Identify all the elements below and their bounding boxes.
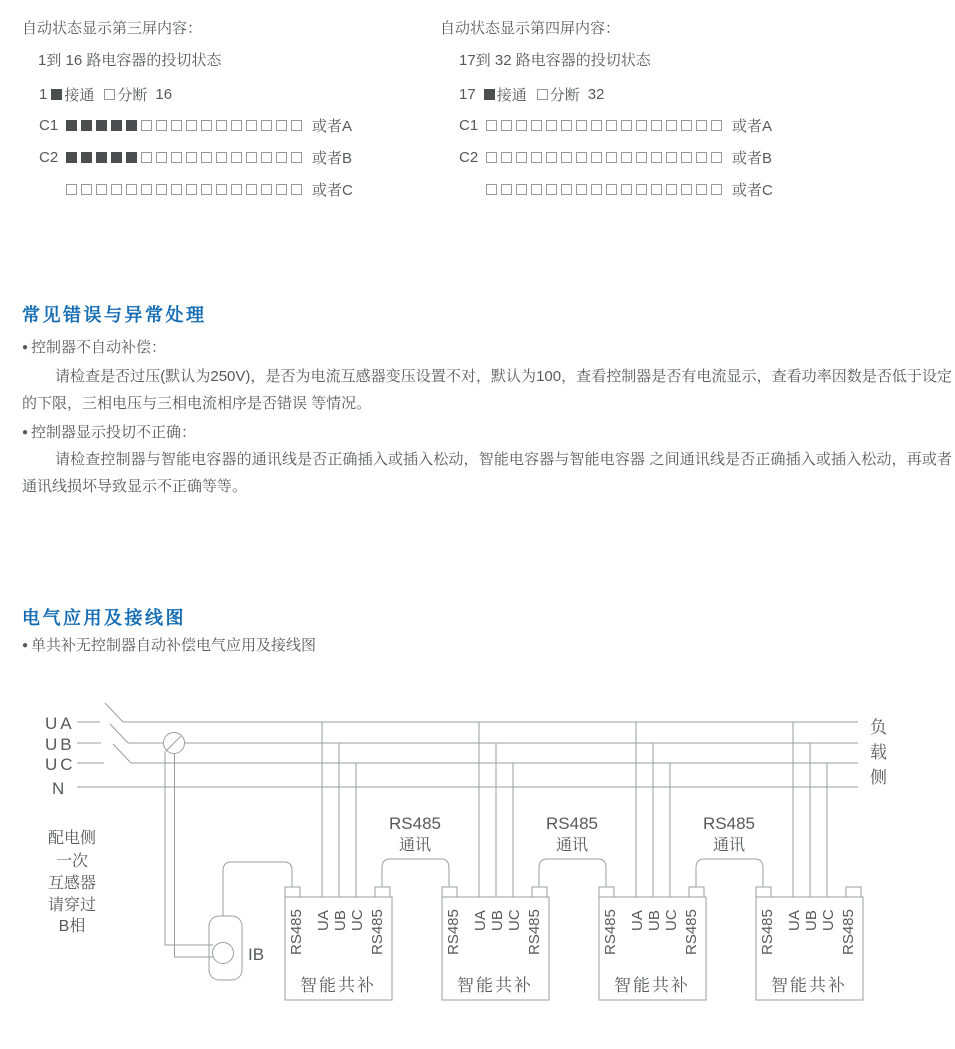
capacitor-off-square [141, 152, 152, 163]
terminal-rs485-left: RS485 [445, 909, 462, 955]
capacitor-off-square [651, 184, 662, 195]
capacitor-off-square [156, 120, 167, 131]
capacitor-off-square [606, 152, 617, 163]
rs485-left-tab [285, 887, 300, 897]
capacitor-off-square [621, 184, 632, 195]
capacitor-off-square [231, 120, 242, 131]
capacitor-off-square [156, 152, 167, 163]
capacitor-squares [66, 184, 302, 195]
capacitor-on-square [66, 152, 77, 163]
capacitor-on-square [96, 152, 107, 163]
capacitor-on-square [126, 152, 137, 163]
load-side-char-2: 载 [870, 743, 887, 762]
row-alt-label: 或者B [732, 150, 773, 167]
capacitor-off-square [156, 184, 167, 195]
rs485-links [382, 859, 763, 887]
phase-label-uc: UC [45, 755, 76, 774]
capacitor-off-square [486, 184, 497, 195]
error-item-1-title [22, 339, 166, 356]
capacitor-off-square [96, 184, 107, 195]
unit-name: 智能共补 [614, 976, 690, 995]
ct-secondary-wire-1 [165, 751, 213, 945]
capacitor-off-square [531, 152, 542, 163]
bullet-icon: ● [22, 342, 29, 353]
capacitor-off-square [546, 152, 557, 163]
phase-label-n: N [52, 779, 68, 798]
comm-label-1-line2: 通讯 [398, 837, 432, 854]
terminal-ub: UB [803, 910, 820, 931]
terminal-uc: UC [663, 909, 680, 931]
capacitor-off-square [711, 184, 722, 195]
capacitor-off-square [681, 184, 692, 195]
wiring-subtitle-text: 单共补无控制器自动补偿电气应用及接线图 [31, 637, 317, 654]
ub-switch-blade [110, 724, 128, 743]
capacitor-off-square [216, 184, 227, 195]
row-label: C1 [459, 117, 479, 134]
capacitor-off-square [606, 120, 617, 131]
capacitor-on-square [66, 120, 77, 131]
capacitor-off-square [531, 184, 542, 195]
error-item-1-title-text: 控制器不自动补偿： [31, 339, 167, 356]
capacitor-off-square [666, 184, 677, 195]
capacitor-off-square [141, 120, 152, 131]
capacitor-off-square [621, 152, 632, 163]
compensator-unit-2 [442, 722, 549, 1000]
capacitor-off-square [591, 152, 602, 163]
capacitor-off-square [66, 184, 77, 195]
terminal-uc: UC [349, 909, 366, 931]
capacitor-off-square [186, 152, 197, 163]
wiring-heading: 电气应用及接线图 [22, 608, 186, 628]
capacitor-off-square [141, 184, 152, 195]
terminal-uc: UC [820, 909, 837, 931]
capacitor-squares [486, 120, 722, 131]
capacitor-off-square [531, 120, 542, 131]
capacitor-off-square [591, 184, 602, 195]
terminal-ub: UB [646, 910, 663, 931]
capacitor-off-square [516, 152, 527, 163]
bullet-icon: ● [22, 427, 29, 438]
capacitor-off-square [696, 120, 707, 131]
capacitor-off-square [291, 120, 302, 131]
terminal-rs485-right: RS485 [369, 909, 386, 955]
comm-label-2-line2: 通讯 [555, 837, 589, 854]
capacitor-off-square [171, 120, 182, 131]
legend-on-square [51, 89, 62, 100]
current-transformer [164, 733, 293, 981]
terminal-rs485-right: RS485 [526, 909, 543, 955]
uc-switch-blade [113, 744, 131, 763]
capacitor-off-square [636, 184, 647, 195]
phase-label-ua: UA [45, 714, 75, 733]
bullet-icon: ● [22, 640, 29, 651]
error-item-2-body: 请检查控制器与智能电容器的通讯线是否正确插入或插入松动，智能电容器与智能电容器 之间通讯线是否正确插入或插入松动，再或者通讯线损坏导致显示不正确等等。 [22, 451, 952, 495]
capacitor-off-square [501, 120, 512, 131]
capacitor-off-square [126, 184, 137, 195]
screen4-row-c3 [459, 179, 773, 200]
capacitor-off-square [621, 120, 632, 131]
capacitor-off-square [546, 184, 557, 195]
capacitor-off-square [291, 152, 302, 163]
screen4-row-c2 [459, 147, 772, 168]
ct-secondary-wire-2 [175, 754, 214, 958]
capacitor-off-square [651, 120, 662, 131]
capacitor-off-square [516, 120, 527, 131]
capacitor-squares [66, 152, 302, 163]
terminal-rs485-left: RS485 [759, 909, 776, 955]
screen3-legend [39, 84, 172, 105]
error-item-1-body: 请检查是否过压(默认为250V)，是否为电流互感器变压设置不对，默认为100，查看控制器是否有电流显示，查看功率因数是否低于设定的下限，三相电压与三相电流相序是否错误 等情况。 [22, 368, 952, 412]
capacitor-off-square [711, 120, 722, 131]
note-line-1: 配电侧 [47, 830, 97, 847]
screen4-legend [459, 84, 604, 105]
rs485-right-tab [375, 887, 390, 897]
capacitor-off-square [576, 120, 587, 131]
terminal-rs485-left: RS485 [602, 909, 619, 955]
unit-name: 智能共补 [457, 976, 533, 995]
rs485-comm-labels [389, 814, 755, 854]
row-alt-label: 或者B [312, 150, 353, 167]
capacitor-on-square [81, 152, 92, 163]
wiring-diagram [0, 690, 955, 1049]
capacitor-off-square [501, 184, 512, 195]
capacitor-off-square [81, 184, 92, 195]
capacitor-off-square [576, 152, 587, 163]
capacitor-off-square [216, 120, 227, 131]
terminal-uc: UC [506, 909, 523, 931]
rs485-link-wire-2 [539, 859, 606, 887]
errors-heading: 常见错误与异常处理 [22, 305, 207, 325]
rs485-link-wire-1 [382, 859, 449, 887]
bus-lines [77, 703, 858, 787]
rs485-right-tab [532, 887, 547, 897]
screen4-subtitle: 17到 32 路电容器的投切状态 [459, 52, 651, 69]
ua-switch-blade [105, 703, 123, 722]
capacitor-off-square [231, 184, 242, 195]
capacitor-off-square [111, 184, 122, 195]
comm-label-3-line1: RS485 [703, 814, 755, 833]
legend-end-number: 32 [587, 86, 605, 103]
compensator-unit-1 [285, 722, 392, 1000]
terminal-ua: UA [472, 910, 489, 931]
rs485-left-tab [442, 887, 457, 897]
capacitor-off-square [186, 120, 197, 131]
note-line-5: B相 [58, 918, 86, 935]
capacitor-off-square [681, 152, 692, 163]
capacitor-off-square [186, 184, 197, 195]
row-alt-label: 或者C [732, 182, 773, 199]
capacitor-off-square [171, 152, 182, 163]
terminal-ub: UB [489, 910, 506, 931]
error-item-2-title [22, 424, 196, 441]
legend-off-square [537, 89, 548, 100]
legend-on-label: 接通 [64, 87, 95, 104]
screen4-row-c1 [459, 115, 772, 136]
capacitor-on-square [111, 120, 122, 131]
legend-end-number: 16 [155, 86, 173, 103]
phase-labels [45, 714, 76, 798]
capacitor-off-square [591, 120, 602, 131]
compensator-unit-4 [756, 722, 863, 1000]
capacitor-on-square [126, 120, 137, 131]
legend-off-label: 分断 [117, 87, 148, 104]
comm-label-2-line1: RS485 [546, 814, 598, 833]
unit-name: 智能共补 [771, 976, 847, 995]
capacitor-off-square [231, 152, 242, 163]
capacitor-on-square [111, 152, 122, 163]
terminal-ua: UA [315, 910, 332, 931]
terminal-ua: UA [786, 910, 803, 931]
capacitor-off-square [561, 184, 572, 195]
rs485-left-tab [599, 887, 614, 897]
capacitor-on-square [81, 120, 92, 131]
capacitor-off-square [516, 184, 527, 195]
error-item-2-title-text: 控制器显示投切不正确： [31, 424, 197, 441]
capacitor-off-square [546, 120, 557, 131]
capacitor-squares [66, 120, 302, 131]
legend-start-number: 17 [459, 86, 476, 103]
capacitor-off-square [291, 184, 302, 195]
capacitor-off-square [171, 184, 182, 195]
note-line-3: 互感器 [47, 875, 97, 892]
legend-on-square [484, 89, 495, 100]
screen3-subtitle: 1到 16 路电容器的投切状态 [38, 52, 222, 69]
comm-label-1-line1: RS485 [389, 814, 441, 833]
capacitor-off-square [696, 152, 707, 163]
row-alt-label: 或者C [312, 182, 353, 199]
capacitor-off-square [576, 184, 587, 195]
capacitor-off-square [216, 152, 227, 163]
terminal-rs485-left: RS485 [288, 909, 305, 955]
capacitor-off-square [261, 120, 272, 131]
capacitor-off-square [636, 120, 647, 131]
screen3-row-c3 [39, 179, 353, 200]
capacitor-squares [486, 184, 722, 195]
capacitor-off-square [681, 120, 692, 131]
load-side-char-1: 负 [870, 718, 887, 737]
capacitor-off-square [246, 184, 257, 195]
row-alt-label: 或者A [732, 118, 773, 135]
screen4-title: 自动状态显示第四屏内容： [440, 20, 621, 37]
note-line-4: 请穿过 [47, 897, 97, 914]
rs485-link-wire-3 [696, 859, 763, 887]
terminal-ua: UA [629, 910, 646, 931]
screen3-row-c2 [39, 147, 352, 168]
capacitor-off-square [276, 120, 287, 131]
capacitor-on-square [96, 120, 107, 131]
legend-off-label: 分断 [549, 87, 580, 104]
capacitor-off-square [606, 184, 617, 195]
comm-label-3-line2: 通讯 [712, 837, 746, 854]
note-line-2: 一次 [55, 853, 89, 870]
capacitor-off-square [711, 152, 722, 163]
capacitor-off-square [561, 120, 572, 131]
capacitor-off-square [261, 184, 272, 195]
capacitor-off-square [501, 152, 512, 163]
rs485-left-tab [756, 887, 771, 897]
capacitor-off-square [696, 184, 707, 195]
terminal-rs485-right: RS485 [683, 909, 700, 955]
row-label: C2 [39, 149, 59, 166]
ib-label: IB [248, 945, 265, 964]
load-side-char-3: 侧 [870, 768, 887, 787]
row-alt-label: 或者A [312, 118, 353, 135]
wiring-subtitle [22, 637, 316, 654]
row-label: C2 [459, 149, 479, 166]
ct-polarity-slash [166, 736, 181, 751]
phase-label-ub: UB [45, 735, 75, 754]
rs485-right-tab [689, 887, 704, 897]
capacitor-off-square [666, 120, 677, 131]
terminal-ub: UB [332, 910, 349, 931]
capacitor-off-square [201, 184, 212, 195]
unit-name: 智能共补 [300, 976, 376, 995]
capacitor-off-square [666, 152, 677, 163]
capacitor-off-square [636, 152, 647, 163]
capacitor-off-square [276, 152, 287, 163]
screen3-row-c1 [39, 115, 352, 136]
capacitor-off-square [276, 184, 287, 195]
rs485-right-tab [846, 887, 861, 897]
capacitor-off-square [246, 120, 257, 131]
capacitor-off-square [486, 152, 497, 163]
capacitor-squares [486, 152, 722, 163]
capacitor-off-square [651, 152, 662, 163]
capacitor-off-square [201, 152, 212, 163]
compensator-unit-3 [599, 722, 706, 1000]
legend-off-square [104, 89, 115, 100]
capacitor-off-square [201, 120, 212, 131]
capacitor-off-square [246, 152, 257, 163]
terminal-rs485-right: RS485 [840, 909, 857, 955]
capacitor-off-square [486, 120, 497, 131]
supply-side-note [48, 829, 96, 935]
screen3-title: 自动状态显示第三屏内容： [22, 20, 203, 37]
ib-signal-wire [223, 862, 292, 916]
legend-start-number: 1 [39, 86, 48, 103]
row-label: C1 [39, 117, 59, 134]
legend-on-label: 接通 [496, 87, 527, 104]
load-side-labels [870, 718, 887, 787]
capacitor-off-square [261, 152, 272, 163]
capacitor-off-square [561, 152, 572, 163]
